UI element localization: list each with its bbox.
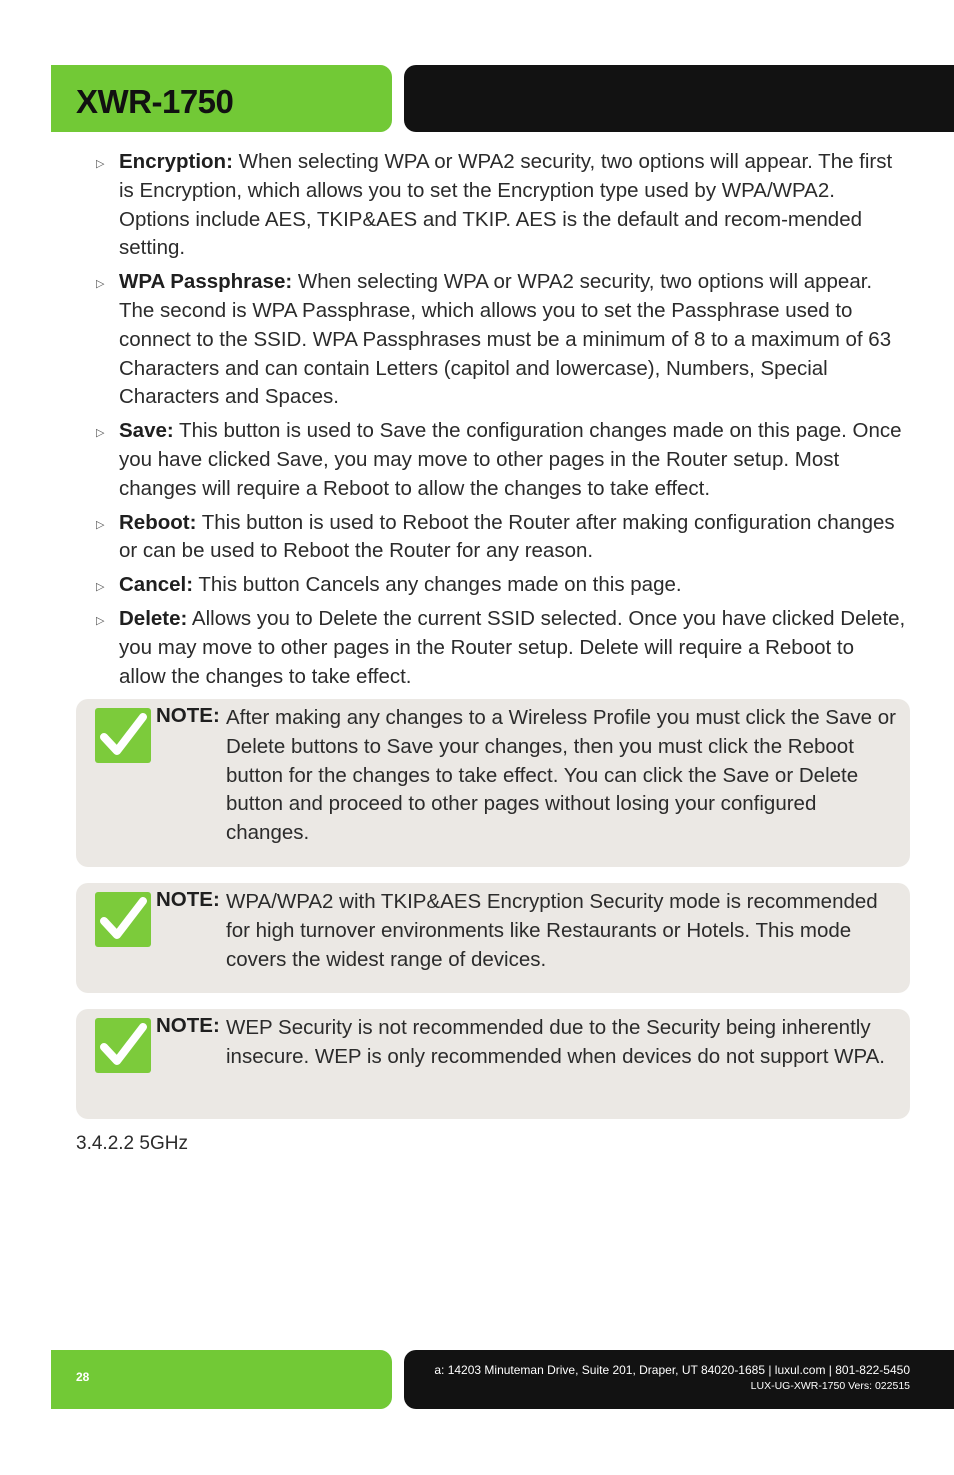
triangle-bullet-icon: ▷ bbox=[96, 278, 105, 291]
bullet-delete bbox=[96, 605, 906, 691]
triangle-bullet-icon: ▷ bbox=[96, 614, 105, 627]
footer-doc-id: LUX-UG-XWR-1750 Vers: 022515 bbox=[750, 1380, 910, 1392]
bullet-text: This button is used to Save the configuration changes made on this page. Once you have clicked Save, you may move to other pages in the Router setup. Most changes will require a Reboot to allow the changes to take effect. bbox=[119, 419, 902, 500]
note-box-tkip-aes bbox=[76, 883, 910, 993]
bullet-text: When selecting WPA or WPA2 security, two options will appear. The first is Encryption, which allows you to set the Encryption type used by WPA/WPA2. Options include AES, TKIP&AES and TKIP. AES is the default and recom-mended setting. bbox=[119, 150, 893, 260]
triangle-bullet-icon: ▷ bbox=[96, 581, 105, 594]
bullet-text: When selecting WPA or WPA2 security, two options will appear. The second is WPA Passphrase, which allows you to set the Passphrase used to connect to the SSID. WPA Passphrases must be a minimum of 8 to a maximum of 63 Characters and can contain Letters (capitol and lowercase), Numbers, Special Characters and Spaces. bbox=[119, 270, 892, 409]
header-title-bar bbox=[51, 65, 392, 132]
triangle-bullet-icon: ▷ bbox=[96, 518, 105, 531]
section-reference: 3.4.2.2 5GHz bbox=[76, 1133, 188, 1154]
bullet-term: WPA Passphrase: bbox=[119, 270, 293, 294]
note-box-wireless-profile bbox=[76, 699, 910, 867]
triangle-bullet-icon: ▷ bbox=[96, 427, 105, 440]
page-number: 28 bbox=[76, 1370, 90, 1384]
triangle-bullet-icon: ▷ bbox=[96, 158, 105, 170]
bullet-term: Encryption: bbox=[119, 150, 233, 173]
footer-page-bar bbox=[51, 1350, 392, 1409]
page-title: XWR-1750 bbox=[76, 83, 234, 120]
bullet-save bbox=[96, 417, 906, 503]
bullet-reboot bbox=[96, 509, 906, 567]
footer-info-bar bbox=[404, 1350, 954, 1409]
bullet-term: Cancel: bbox=[119, 573, 194, 597]
bullet-term: Save: bbox=[119, 419, 174, 443]
bullet-term: Delete: bbox=[119, 606, 188, 630]
note-label: NOTE: bbox=[156, 704, 220, 727]
checkmark-icon bbox=[95, 708, 151, 763]
bullet-list bbox=[96, 148, 906, 696]
bullet-text: This button is used to Reboot the Router after making configuration changes or can be used to Reboot the Router for any reason. bbox=[119, 510, 895, 563]
bullet-cancel bbox=[96, 571, 906, 600]
header-dark-bar bbox=[404, 65, 954, 132]
note-box-wep bbox=[76, 1009, 910, 1119]
bullet-wpa-passphrase bbox=[96, 268, 906, 412]
checkmark-icon bbox=[95, 1018, 151, 1073]
checkmark-icon bbox=[95, 892, 151, 947]
footer-address: a: 14203 Minuteman Drive, Suite 201, Draper, UT 84020-1685 | luxul.com | 801-822-5450 bbox=[434, 1363, 910, 1377]
note-text: After making any changes to a Wireless Profile you must click the Save or Delete buttons to Save your changes, then you must click the Reboot button for the changes to take effect. You can click the Save or Delete button and proceed to other pages without losing your configured changes. bbox=[226, 706, 896, 845]
bullet-encryption bbox=[96, 148, 906, 263]
bullet-text: Allows you to Delete the current SSID selected. Once you have clicked Delete, you may move to other pages in the Router setup. Delete will require a Reboot to allow the changes to take effect. bbox=[119, 606, 906, 688]
bullet-term: Reboot: bbox=[119, 510, 197, 534]
note-label: NOTE: bbox=[156, 888, 220, 911]
note-text: WEP Security is not recommended due to the Security being inherently insecure. WEP is only recommended when devices do not support WPA. bbox=[226, 1016, 885, 1068]
bullet-text: This button Cancels any changes made on this page. bbox=[193, 573, 682, 597]
note-text: WPA/WPA2 with TKIP&AES Encryption Security mode is recommended for high turnover environments like Restaurants or Hotels. This mode covers the widest range of devices. bbox=[226, 890, 878, 971]
note-label: NOTE: bbox=[156, 1014, 220, 1037]
